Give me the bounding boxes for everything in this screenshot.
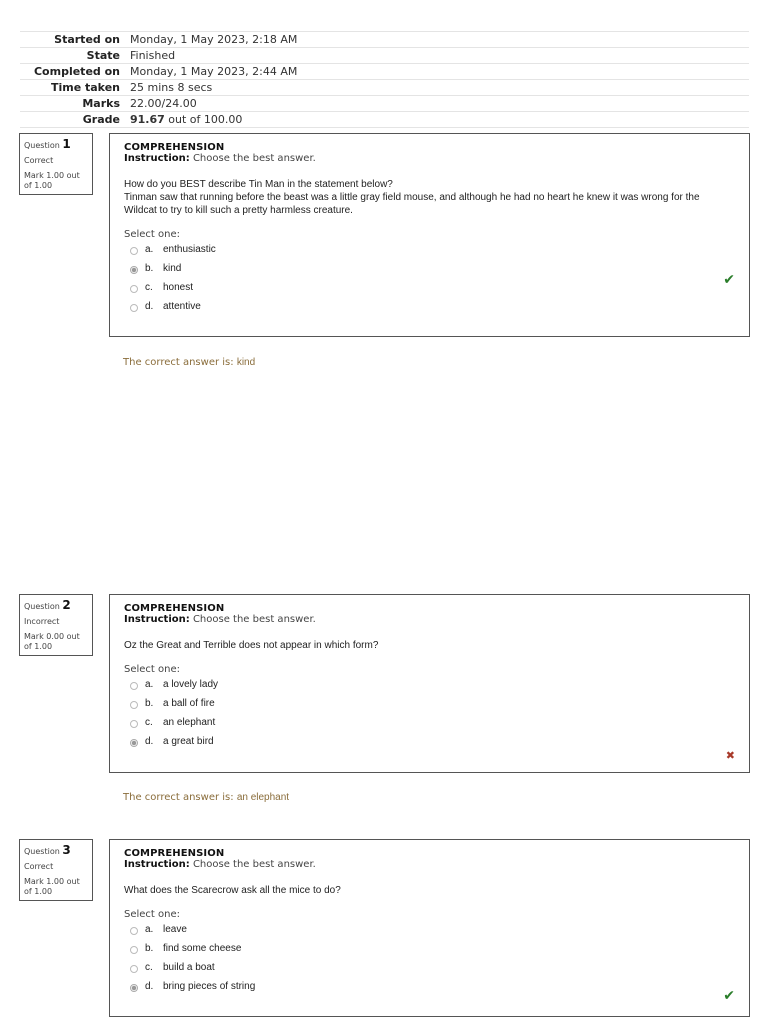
question-number: 3 bbox=[62, 843, 71, 857]
summary-label: Completed on bbox=[33, 65, 120, 78]
radio-button-selected[interactable] bbox=[130, 739, 138, 747]
question-title: COMPREHENSION bbox=[124, 848, 225, 859]
answer-option[interactable]: a. a lovely lady bbox=[124, 675, 735, 694]
answer-option[interactable]: c. build a boat bbox=[124, 958, 735, 977]
check-icon: ✔ bbox=[723, 272, 735, 288]
summary-value: 25 mins 8 secs bbox=[130, 81, 213, 94]
summary-row bbox=[20, 64, 749, 80]
answer-option[interactable]: a. enthusiastic bbox=[124, 240, 735, 259]
radio-button[interactable] bbox=[130, 701, 138, 709]
select-one-label: Select one: bbox=[124, 229, 181, 240]
radio-button[interactable] bbox=[130, 720, 138, 728]
check-icon: ✔ bbox=[723, 988, 735, 1004]
question-box-1 bbox=[109, 133, 750, 337]
question-instruction: Instruction: Choose the best answer. bbox=[124, 614, 316, 625]
summary-value: Monday, 1 May 2023, 2:44 AM bbox=[130, 65, 298, 78]
summary-value: Monday, 1 May 2023, 2:18 AM bbox=[130, 33, 298, 46]
radio-button[interactable] bbox=[130, 682, 138, 690]
summary-value: 22.00/24.00 bbox=[130, 97, 197, 110]
summary-value: Finished bbox=[130, 49, 176, 62]
radio-button[interactable] bbox=[130, 285, 138, 293]
question-mark: Mark 0.00 out of 1.00 bbox=[24, 632, 80, 651]
question-state: Correct bbox=[24, 156, 54, 165]
question-text: What does the Scarecrow ask all the mice to do? bbox=[124, 885, 341, 896]
select-one-label: Select one: bbox=[124, 909, 181, 920]
question-info-1 bbox=[19, 133, 93, 195]
feedback-correct-answer: The correct answer is: kind bbox=[123, 357, 256, 368]
question-instruction: Instruction: Choose the best answer. bbox=[124, 153, 316, 164]
answer-option[interactable]: b. find some cheese bbox=[124, 939, 735, 958]
radio-button-selected[interactable] bbox=[130, 984, 138, 992]
answer-option[interactable]: b. kind bbox=[124, 259, 735, 278]
summary-label: Grade bbox=[82, 113, 120, 126]
summary-row bbox=[20, 80, 749, 96]
answer-option[interactable]: d. bring pieces of string bbox=[124, 977, 735, 996]
summary-label: Time taken bbox=[50, 81, 120, 94]
feedback-correct-answer: The correct answer is: an elephant bbox=[123, 792, 290, 803]
summary-row bbox=[20, 112, 749, 128]
question-prefix: Question bbox=[24, 141, 60, 150]
grade-suffix: out of 100.00 bbox=[168, 113, 243, 126]
summary-label: State bbox=[86, 49, 120, 62]
question-mark: Mark 1.00 out of 1.00 bbox=[24, 171, 80, 190]
question-info-2 bbox=[19, 594, 93, 656]
question-instruction: Instruction: Choose the best answer. bbox=[124, 859, 316, 870]
summary-label: Started on bbox=[54, 33, 120, 46]
summary-row bbox=[20, 48, 749, 64]
question-state: Incorrect bbox=[24, 617, 60, 626]
question-prefix: Question bbox=[24, 847, 60, 856]
question-title: COMPREHENSION bbox=[124, 142, 225, 153]
question-mark: Mark 1.00 out of 1.00 bbox=[24, 877, 80, 896]
answer-option[interactable]: b. a ball of fire bbox=[124, 694, 735, 713]
question-text: How do you BEST describe Tin Man in the statement below? Tinman saw that running before the beast was a little gray field mouse, and although he had no heart he knew it was wrong for the Wildcat to try to kill such a pretty harmless creature. bbox=[124, 179, 700, 216]
summary-value bbox=[120, 112, 242, 127]
answer-option[interactable]: a. leave bbox=[124, 920, 735, 939]
question-number: 1 bbox=[62, 137, 71, 151]
radio-button[interactable] bbox=[130, 304, 138, 312]
answer-option[interactable]: d. a great bird bbox=[124, 732, 735, 751]
question-text: Oz the Great and Terrible does not appear in which form? bbox=[124, 640, 379, 651]
question-prefix: Question bbox=[24, 602, 60, 611]
attempt-summary-table bbox=[20, 31, 749, 128]
radio-button[interactable] bbox=[130, 927, 138, 935]
answer-option[interactable]: c. honest bbox=[124, 278, 735, 297]
question-state: Correct bbox=[24, 862, 54, 871]
radio-button[interactable] bbox=[130, 946, 138, 954]
summary-label: Marks bbox=[82, 97, 120, 110]
summary-row bbox=[20, 96, 749, 112]
answer-option[interactable]: c. an elephant bbox=[124, 713, 735, 732]
question-info-3 bbox=[19, 839, 93, 901]
select-one-label: Select one: bbox=[124, 664, 181, 675]
grade-value: 91.67 bbox=[130, 113, 165, 126]
question-box-2 bbox=[109, 594, 750, 773]
radio-button[interactable] bbox=[130, 965, 138, 973]
question-title: COMPREHENSION bbox=[124, 603, 225, 614]
answer-option[interactable]: d. attentive bbox=[124, 297, 735, 316]
radio-button[interactable] bbox=[130, 247, 138, 255]
question-number: 2 bbox=[62, 598, 71, 612]
question-box-3 bbox=[109, 839, 750, 1017]
radio-button-selected[interactable] bbox=[130, 266, 138, 274]
cross-icon: ✖ bbox=[725, 749, 735, 762]
summary-row bbox=[20, 32, 749, 48]
